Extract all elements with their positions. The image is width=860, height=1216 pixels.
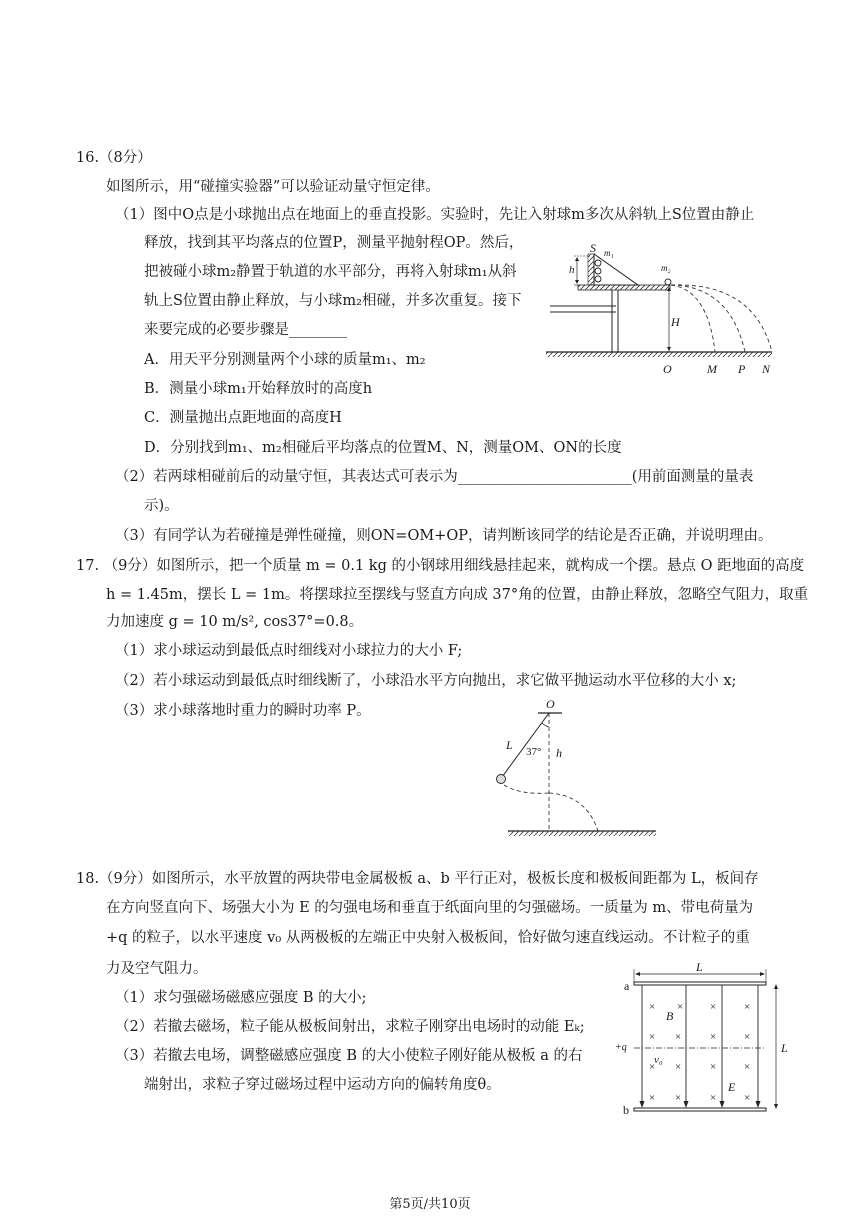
q18-line2: 在方向竖直向下、场强大小为 E 的匀强电场和垂直于纸面向里的匀强磁场。一质量为 m、带电荷量为 [106,900,754,916]
q16-option-a: A．用天平分别测量两个小球的质量m₁、m₂ [144,352,426,368]
q18-line1: 18.（9分）如图所示，水平放置的两块带电金属极板 a、b 平行正对，极板长度和极板间距都为 L，板间存 [76,871,759,887]
label-m2: m₂ [661,263,671,273]
label-l-right: L [781,1041,788,1055]
svg-text:×: × [649,1092,656,1104]
q17-sub2: （2）若小球运动到最低点时细线断了，小球沿水平方向抛出，求它做平抛运动水平位移的大小 x; [115,673,737,689]
q17-line2: h = 1.45m，摆长 L = 1m。将摆球拉至摆线与竖直方向成 37°角的位置，由静止释放，忽略空气阻力，取重 [106,587,809,603]
svg-text:×: × [710,1061,717,1073]
q18-sub2: （2）若撤去磁场，粒子能从极板间射出，求粒子刚穿出电场时的动能 Eₖ; [115,1019,585,1035]
label-angle: 37° [526,746,542,758]
q16-intro: 如图所示，用“碰撞实验器”可以验证动量守恒定律。 [106,179,440,195]
label-N: N [762,362,771,376]
label-P: P [738,362,746,376]
q17-sub3: （3）求小球落地时重力的瞬时功率 P。 [115,703,371,719]
label-O: O [663,362,672,376]
q16-part1-line4: 轨上S位置由静止释放，与小球m₂相碰，并多次重复。接下 [144,293,522,309]
label-e-field: E [728,1080,736,1094]
svg-text:×: × [744,1001,751,1013]
svg-text:×: × [710,1092,717,1104]
label-M: M [707,362,717,376]
q18-sub3-line2: 端射出，求粒子穿过磁场过程中运动方向的偏转角度θ。 [144,1077,501,1093]
svg-text:×: × [677,1001,684,1013]
label-s: S [590,241,596,255]
q16-part1-line2: 释放，找到其平均落点的位置P，测量平抛射程OP。然后， [144,235,524,251]
label-l: L [506,738,513,752]
page-footer: 第5页/共10页 [389,1197,471,1212]
label-m1: m₁ [604,248,614,258]
q17-sub1: （1）求小球运动到最低点时细线对小球拉力的大小 F; [115,643,463,659]
q16-option-d: D．分别找到m₁、m₂相碰后平均落点的位置M、N，测量OM、ON的长度 [144,440,622,456]
label-l-top: L [696,960,703,974]
svg-text:×: × [744,1092,751,1104]
q16-part1-line5: 来要完成的必要步骤是________ [144,322,347,338]
q16-part2-line1: （2）若两球相碰前后的动量守恒，其表达式可表示为________________________(用前面测量的量表 [115,469,754,485]
q18-line4: 力及空气阻力。 [106,961,208,977]
svg-text:×: × [649,1061,656,1073]
q16-part3: （3）有同学认为若碰撞是弹性碰撞，则ON=OM+OP，请判断该同学的结论是否正确，并说明理由。 [115,528,773,544]
q16-option-c: C．测量抛出点距地面的高度H [144,410,342,426]
q16-title: 16.（8分） [76,150,152,166]
q16-part1-line1: （1）图中O点是小球抛出点在地面上的垂直投影。实验时，先让入射球m多次从斜轨上S位置由静止 [115,207,755,223]
pendulum-figure [490,695,665,845]
svg-text:×: × [675,1061,682,1073]
label-H: H [671,315,680,329]
svg-text:×: × [710,1031,717,1043]
q16-option-b: B．测量小球m₁开始释放时的高度h [144,381,373,397]
svg-text:×: × [744,1031,751,1043]
label-h: h [569,264,575,276]
q16-part1-line3: 把被碰小球m₂静置于轨道的水平部分，再将入射球m₁从斜 [144,264,517,280]
collision-apparatus-figure [540,240,785,380]
label-q: +q [615,1042,627,1053]
label-b: b [623,1103,629,1115]
q17-line3: 力加速度 g = 10 m/s², cos37°=0.8。 [106,614,364,630]
svg-text:×: × [710,1001,717,1013]
label-h: h [556,746,562,760]
svg-text:×: × [649,1001,656,1013]
label-o: O [546,697,555,711]
q18-line3: +q 的粒子，以水平速度 v₀ 从两极板的左端正中央射入极板间，恰好做匀速直线运动。不计粒子的重 [106,930,750,946]
label-a: a [624,979,630,993]
svg-text:×: × [675,1092,682,1104]
q17-line1: 17. （9分）如图所示，把一个质量 m = 0.1 kg 的小钢球用细线悬挂起来，就构成一个摆。悬点 O 距地面的高度 [76,558,805,574]
svg-text:×: × [649,1031,656,1043]
svg-text:×: × [675,1031,682,1043]
label-v0: v₀ [654,1054,663,1066]
q18-sub3-line1: （3）若撤去电场，调整磁感应强度 B 的大小使粒子刚好能从极板 a 的右 [115,1048,583,1064]
label-b-field: B [666,1009,674,1023]
parallel-plates-figure [612,960,792,1115]
svg-text:×: × [744,1061,751,1073]
q16-part2-line2: 示)。 [144,498,179,514]
q18-sub1: （1）求匀强磁场磁感应强度 B 的大小; [115,990,367,1006]
